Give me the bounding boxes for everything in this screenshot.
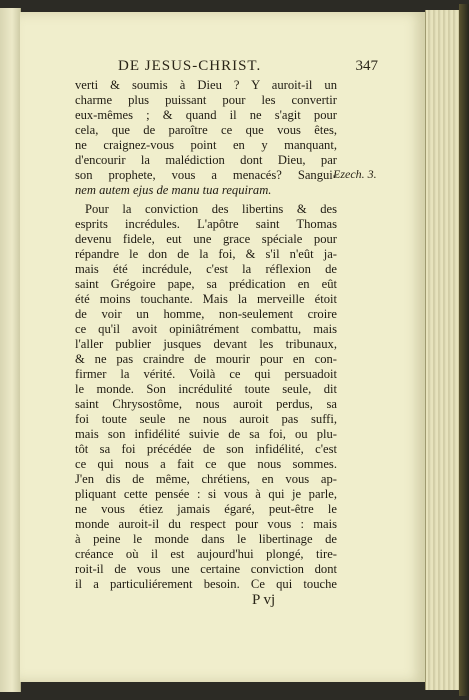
latin-quote-line: nem autem ejus de manu tua requiram.	[75, 183, 272, 197]
paragraph-first-line: Pour la conviction des libertins & des	[85, 202, 337, 216]
text-line: l'aller publier jusques devant les tribunaux,	[75, 337, 337, 351]
text-line: créance où il est aujourd'hui plongé, tire-	[75, 547, 337, 561]
facing-page-edge	[0, 8, 21, 692]
text-line: cela, que de paroître ce que vous êtes,	[75, 123, 337, 137]
text-line: charme plus puissant pour les convertir	[75, 93, 337, 107]
text-line: roit-il de vous une certaine conviction dont	[75, 562, 337, 576]
text-line: & ne pas craindre de mourir pour en con-	[75, 352, 337, 366]
book-cover-edge	[459, 4, 469, 696]
text-line: verti & soumis à Dieu ? Y auroit-il un	[75, 78, 337, 92]
text-line: de voir un homme, non-seulement croire	[75, 307, 337, 321]
text-line: tôt sa foi précédée de son infidélité, c'est	[75, 442, 337, 456]
text-line: monde auroit-il du respect pour vous : mais	[75, 517, 337, 531]
text-line: devenu fidele, eut une grace spéciale pour	[75, 232, 337, 246]
text-line: ce qu'il avoit opiniâtrément combattu, mais	[75, 322, 337, 336]
text-line: d'encourir la malédiction dont Dieu, par	[75, 153, 337, 167]
text-line: répandre le don de la foi, & s'il n'eût ja-	[75, 247, 337, 261]
catchword: P vj	[252, 592, 276, 608]
page-number: 347	[355, 58, 378, 74]
text-line: son prophete, vous a menacés? Sangui-	[75, 168, 337, 182]
margin-note: Ezech. 3.	[333, 167, 377, 181]
text-line: saint Chrysostôme, nous auroit perdus, sa	[75, 397, 337, 411]
text-line: ce qui nous a fait ce que nous sommes.	[75, 457, 337, 471]
text-line: il a particuliérement besoin. Ce qui touche	[75, 577, 337, 591]
text-line: ne vous étiez jamais égaré, peut-être le	[75, 502, 337, 516]
running-title: DE JESUS-CHRIST.	[118, 58, 262, 74]
running-header	[118, 58, 378, 80]
page-stack-edges	[425, 10, 462, 690]
text-line: firmer la vérité. Voilà ce qui persuadoit	[75, 367, 337, 381]
text-line: pliquant cette pensée : si vous à qui je parle,	[75, 487, 337, 501]
text-line: eux-mêmes ; & quand il ne s'agit pour	[75, 108, 337, 122]
text-line: mais son infidélité suivie de sa foi, ou plu-	[75, 427, 337, 441]
text-line: foi toute seule ne nous auroit pas suffi,	[75, 412, 337, 426]
text-line: esprits incrédules. L'apôtre saint Thomas	[75, 217, 337, 231]
text-line: saint Grégoire pape, sa prédication en eût	[75, 277, 337, 291]
text-line: J'en dis de même, chrétiens, en vous ap-	[75, 472, 337, 486]
text-line: ne craignez-vous point en y manquant,	[75, 138, 337, 152]
text-line: le monde. Son incrédulité toute seule, dit	[75, 382, 337, 396]
text-line: à peine le monde dans le libertinage de	[75, 532, 337, 546]
text-line: été moins touchante. Mais la merveille étoit	[75, 292, 337, 306]
text-line: mais été incrédule, c'est la réflexion de	[75, 262, 337, 276]
